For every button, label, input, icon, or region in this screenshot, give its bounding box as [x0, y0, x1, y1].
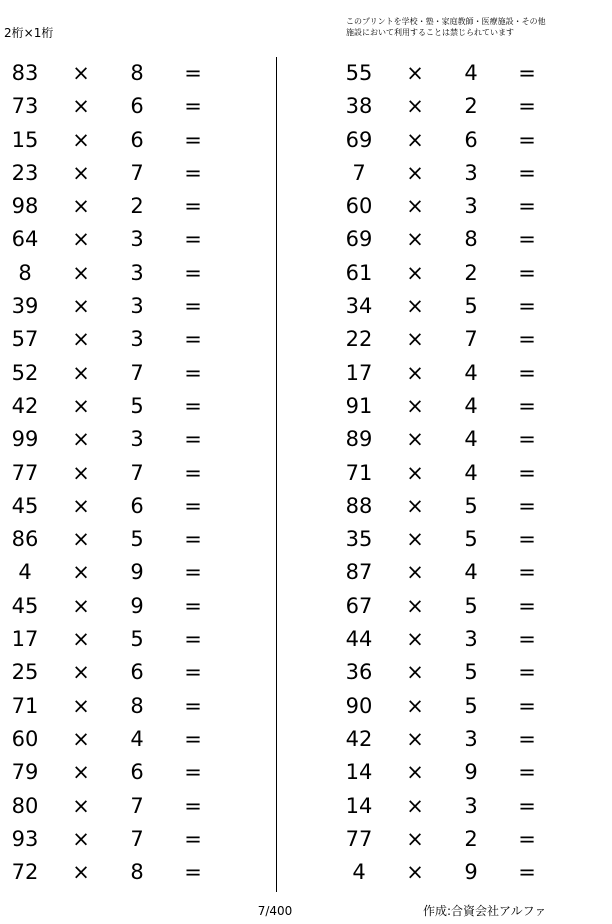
multiplier: 5 [464, 660, 478, 685]
equals-sign: = [518, 260, 536, 285]
multiply-sign: × [406, 860, 424, 885]
equals-sign: = [518, 593, 536, 618]
multiply-sign: × [72, 327, 90, 352]
problem-row [334, 856, 594, 889]
problem-row [0, 390, 260, 423]
problem-row [0, 457, 260, 490]
multiplicand: 17 [11, 627, 39, 652]
multiply-sign: × [406, 61, 424, 85]
multiply-sign: × [406, 693, 424, 718]
equals-sign: = [184, 860, 202, 885]
multiplicand: 88 [345, 493, 373, 518]
equals-sign: = [518, 360, 536, 385]
equals-sign: = [184, 294, 202, 319]
problem-row [334, 756, 594, 789]
multiply-sign: × [406, 627, 424, 652]
multiplicand: 57 [11, 327, 39, 352]
equals-sign: = [184, 493, 202, 518]
multiply-sign: × [72, 227, 90, 252]
multiplier: 6 [130, 94, 144, 119]
multiply-sign: × [406, 327, 424, 352]
equals-sign: = [518, 393, 536, 418]
problem-row [0, 357, 260, 390]
equals-sign: = [518, 560, 536, 585]
multiplicand: 36 [345, 660, 373, 685]
usage-notice-line-2: 施設において利用することは禁じられています [346, 28, 514, 37]
equals-sign: = [518, 660, 536, 685]
equals-sign: = [518, 227, 536, 252]
multiply-sign: × [72, 194, 90, 219]
equals-sign: = [184, 360, 202, 385]
multiplier: 2 [464, 260, 478, 285]
problem-row [334, 690, 594, 723]
equals-sign: = [184, 760, 202, 785]
equals-sign: = [518, 327, 536, 352]
multiplier: 6 [130, 660, 144, 685]
problem-row [0, 823, 260, 856]
multiplicand: 45 [11, 493, 39, 518]
multiplier: 6 [130, 760, 144, 785]
equals-sign: = [184, 726, 202, 751]
multiplier: 7 [130, 460, 144, 485]
equals-sign: = [184, 127, 202, 152]
multiplicand: 71 [345, 460, 373, 485]
multiplier: 3 [130, 427, 144, 452]
multiply-sign: × [72, 793, 90, 818]
equals-sign: = [518, 726, 536, 751]
equals-sign: = [518, 460, 536, 485]
multiplier: 7 [130, 360, 144, 385]
multiply-sign: × [406, 160, 424, 185]
multiplier: 7 [130, 793, 144, 818]
equals-sign: = [518, 826, 536, 851]
equals-sign: = [518, 194, 536, 219]
equals-sign: = [184, 260, 202, 285]
equals-sign: = [184, 327, 202, 352]
multiplicand: 99 [11, 427, 39, 452]
equals-sign: = [518, 427, 536, 452]
column-divider [276, 57, 277, 892]
multiplicand: 79 [11, 760, 39, 785]
multiplicand: 80 [11, 793, 39, 818]
problem-row [0, 57, 260, 90]
multiplier: 5 [464, 693, 478, 718]
problem-row [334, 390, 594, 423]
problem-row [334, 723, 594, 756]
problem-row [0, 157, 260, 190]
multiply-sign: × [406, 527, 424, 552]
multiply-sign: × [72, 693, 90, 718]
multiplier: 6 [130, 127, 144, 152]
multiply-sign: × [406, 660, 424, 685]
multiply-sign: × [72, 427, 90, 452]
multiplier: 2 [464, 826, 478, 851]
problem-row [334, 490, 594, 523]
multiplier: 7 [464, 327, 478, 352]
multiply-sign: × [406, 726, 424, 751]
equals-sign: = [184, 660, 202, 685]
problem-row [0, 690, 260, 723]
multiply-sign: × [72, 460, 90, 485]
worksheet-title: 2桁×1桁 [4, 26, 54, 40]
problem-row [334, 590, 594, 623]
problem-row [0, 523, 260, 556]
equals-sign: = [518, 860, 536, 885]
problem-row [0, 623, 260, 656]
multiplicand: 83 [11, 61, 39, 85]
multiplicand: 89 [345, 427, 373, 452]
multiply-sign: × [406, 826, 424, 851]
multiplier: 4 [464, 460, 478, 485]
equals-sign: = [184, 627, 202, 652]
problem-row [334, 90, 594, 123]
multiply-sign: × [72, 860, 90, 885]
equals-sign: = [518, 61, 536, 85]
multiply-sign: × [72, 826, 90, 851]
multiply-sign: × [72, 560, 90, 585]
multiplicand: 93 [11, 826, 39, 851]
multiply-sign: × [72, 260, 90, 285]
equals-sign: = [518, 793, 536, 818]
equals-sign: = [184, 227, 202, 252]
multiplier: 6 [464, 127, 478, 152]
multiply-sign: × [406, 393, 424, 418]
multiplier: 3 [464, 194, 478, 219]
multiplicand: 86 [11, 527, 39, 552]
multiplicand: 4 [352, 860, 366, 885]
multiply-sign: × [406, 760, 424, 785]
multiplier: 2 [130, 194, 144, 219]
equals-sign: = [518, 94, 536, 119]
multiplier: 9 [130, 560, 144, 585]
multiplicand: 14 [345, 760, 373, 785]
multiplicand: 8 [18, 260, 32, 285]
multiplier: 5 [130, 393, 144, 418]
multiplier: 3 [464, 627, 478, 652]
problem-row [334, 523, 594, 556]
equals-sign: = [184, 560, 202, 585]
multiply-sign: × [72, 127, 90, 152]
multiplicand: 25 [11, 660, 39, 685]
multiplier: 5 [130, 527, 144, 552]
multiplier: 7 [130, 160, 144, 185]
problem-row [0, 423, 260, 456]
multiplier: 3 [464, 160, 478, 185]
multiplicand: 42 [345, 726, 373, 751]
multiply-sign: × [72, 527, 90, 552]
problem-row [0, 257, 260, 290]
multiplicand: 52 [11, 360, 39, 385]
problem-row [0, 590, 260, 623]
multiplier: 3 [464, 726, 478, 751]
problem-row [334, 823, 594, 856]
multiplier: 5 [464, 294, 478, 319]
multiplicand: 73 [11, 94, 39, 119]
equals-sign: = [184, 160, 202, 185]
problem-row [334, 124, 594, 157]
problem-row [0, 223, 260, 256]
multiply-sign: × [406, 560, 424, 585]
multiplier: 5 [464, 593, 478, 618]
equals-sign: = [184, 826, 202, 851]
multiply-sign: × [406, 460, 424, 485]
multiply-sign: × [406, 294, 424, 319]
problem-row [0, 290, 260, 323]
problem-row [334, 457, 594, 490]
multiply-sign: × [72, 294, 90, 319]
equals-sign: = [184, 693, 202, 718]
equals-sign: = [518, 760, 536, 785]
multiplicand: 71 [11, 693, 39, 718]
equals-sign: = [184, 393, 202, 418]
multiply-sign: × [72, 726, 90, 751]
equals-sign: = [184, 61, 202, 85]
multiplicand: 4 [18, 560, 32, 585]
multiplicand: 7 [352, 160, 366, 185]
multiplicand: 22 [345, 327, 373, 352]
multiplier: 4 [130, 726, 144, 751]
problem-row [334, 357, 594, 390]
multiplier: 5 [130, 627, 144, 652]
multiplicand: 42 [11, 393, 39, 418]
multiply-sign: × [406, 793, 424, 818]
equals-sign: = [184, 527, 202, 552]
multiplier: 5 [464, 493, 478, 518]
multiplicand: 98 [11, 194, 39, 219]
problem-row [334, 290, 594, 323]
multiplicand: 45 [11, 593, 39, 618]
multiplicand: 44 [345, 627, 373, 652]
multiplicand: 69 [345, 127, 373, 152]
multiplier: 7 [130, 826, 144, 851]
problem-row [0, 723, 260, 756]
problem-row [334, 656, 594, 689]
multiplier: 4 [464, 360, 478, 385]
multiplicand: 90 [345, 693, 373, 718]
multiplier: 4 [464, 427, 478, 452]
multiplier: 4 [464, 560, 478, 585]
multiply-sign: × [406, 493, 424, 518]
multiply-sign: × [406, 593, 424, 618]
multiplier: 2 [464, 94, 478, 119]
right-problem-column [334, 57, 594, 889]
multiplier: 9 [464, 760, 478, 785]
multiplicand: 35 [345, 527, 373, 552]
equals-sign: = [184, 593, 202, 618]
problem-row [334, 623, 594, 656]
problem-row [334, 223, 594, 256]
multiplicand: 23 [11, 160, 39, 185]
problem-row [0, 124, 260, 157]
multiply-sign: × [406, 360, 424, 385]
equals-sign: = [184, 94, 202, 119]
multiply-sign: × [72, 593, 90, 618]
problem-row [334, 790, 594, 823]
equals-sign: = [184, 194, 202, 219]
problem-row [0, 856, 260, 889]
problem-row [0, 790, 260, 823]
multiplier: 3 [130, 227, 144, 252]
usage-notice [346, 16, 608, 38]
equals-sign: = [518, 627, 536, 652]
multiplicand: 67 [345, 593, 373, 618]
problem-row [0, 190, 260, 223]
problem-row [334, 257, 594, 290]
multiply-sign: × [406, 194, 424, 219]
multiplicand: 55 [345, 61, 373, 85]
multiply-sign: × [406, 227, 424, 252]
multiply-sign: × [72, 760, 90, 785]
problem-row [334, 323, 594, 356]
multiplier: 6 [130, 493, 144, 518]
multiplier: 5 [464, 527, 478, 552]
equals-sign: = [184, 793, 202, 818]
equals-sign: = [518, 693, 536, 718]
multiplier: 3 [130, 294, 144, 319]
multiply-sign: × [406, 94, 424, 119]
multiplier: 4 [464, 393, 478, 418]
multiplicand: 91 [345, 393, 373, 418]
equals-sign: = [518, 127, 536, 152]
problem-row [334, 57, 594, 90]
multiply-sign: × [72, 493, 90, 518]
multiplicand: 60 [11, 726, 39, 751]
problem-row [0, 490, 260, 523]
page-number: 7/400 [257, 904, 293, 918]
problem-row [334, 157, 594, 190]
multiplier: 4 [464, 61, 478, 85]
multiplicand: 14 [345, 793, 373, 818]
multiplicand: 38 [345, 94, 373, 119]
equals-sign: = [518, 527, 536, 552]
multiplier: 8 [130, 693, 144, 718]
multiply-sign: × [406, 260, 424, 285]
equals-sign: = [184, 427, 202, 452]
problem-row [334, 423, 594, 456]
multiply-sign: × [72, 360, 90, 385]
equals-sign: = [518, 160, 536, 185]
multiplicand: 64 [11, 227, 39, 252]
multiplier: 8 [130, 860, 144, 885]
problem-row [0, 556, 260, 589]
problem-row [334, 556, 594, 589]
multiplicand: 39 [11, 294, 39, 319]
multiplier: 3 [464, 793, 478, 818]
multiplicand: 77 [345, 826, 373, 851]
problem-row [0, 90, 260, 123]
multiplicand: 17 [345, 360, 373, 385]
multiplier: 9 [130, 593, 144, 618]
multiply-sign: × [72, 660, 90, 685]
multiplier: 8 [464, 227, 478, 252]
problem-row [0, 656, 260, 689]
multiplier: 8 [130, 61, 144, 85]
multiplicand: 60 [345, 194, 373, 219]
multiply-sign: × [406, 427, 424, 452]
problem-row [334, 190, 594, 223]
multiplier: 3 [130, 327, 144, 352]
equals-sign: = [518, 294, 536, 319]
multiply-sign: × [72, 393, 90, 418]
left-problem-column [0, 57, 260, 889]
usage-notice-line-1: このプリントを学校・塾・家庭教師・医療施設・その他 [346, 17, 546, 26]
multiply-sign: × [72, 94, 90, 119]
multiplicand: 61 [345, 260, 373, 285]
multiplicand: 15 [11, 127, 39, 152]
equals-sign: = [518, 493, 536, 518]
problem-row [0, 323, 260, 356]
multiply-sign: × [72, 61, 90, 85]
multiplicand: 34 [345, 294, 373, 319]
equals-sign: = [184, 460, 202, 485]
multiplicand: 77 [11, 460, 39, 485]
multiply-sign: × [72, 160, 90, 185]
author-credit: 作成:合資会社アルファ [423, 904, 547, 918]
multiply-sign: × [406, 127, 424, 152]
multiplier: 3 [130, 260, 144, 285]
problem-row [0, 756, 260, 789]
multiplicand: 69 [345, 227, 373, 252]
multiply-sign: × [72, 627, 90, 652]
multiplicand: 87 [345, 560, 373, 585]
multiplier: 9 [464, 860, 478, 885]
multiplicand: 72 [11, 860, 39, 885]
